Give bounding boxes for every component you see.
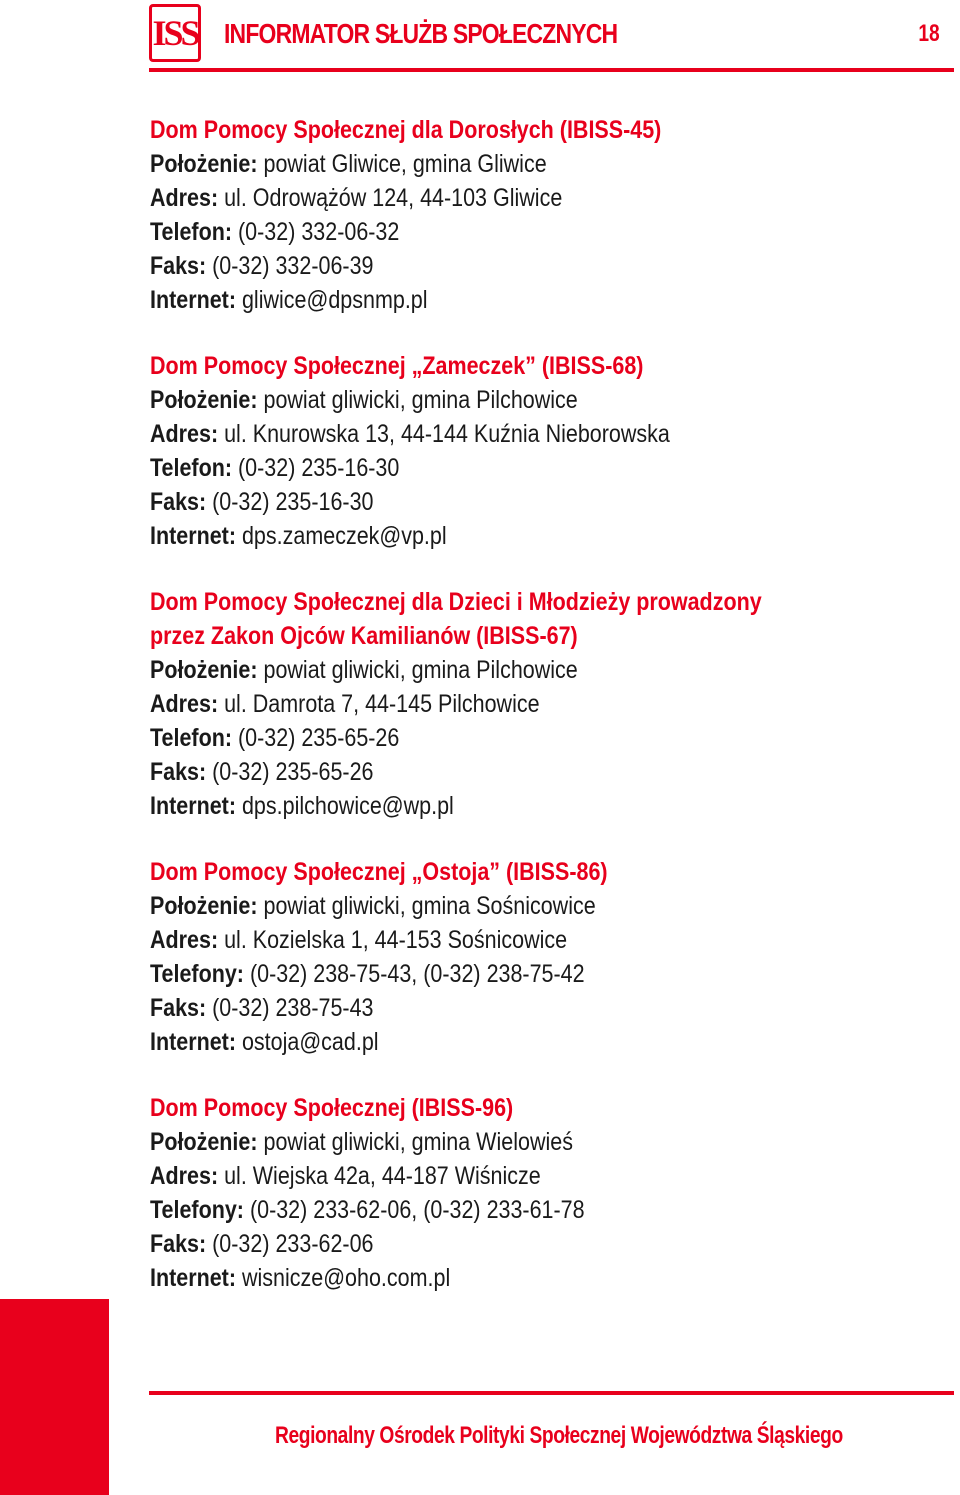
entry-fax: Faks: (0-32) 332-06-39 xyxy=(150,252,374,280)
entry-title: Dom Pomocy Społecznej „Zameczek” (IBISS-68) xyxy=(150,352,644,380)
entry-address: Adres: ul. Damrota 7, 44-145 Pilchowice xyxy=(150,690,540,718)
entry-internet: Internet: gliwice@dpsnmp.pl xyxy=(150,286,428,314)
page-number: 18 xyxy=(918,20,940,47)
entry-fax: Faks: (0-32) 235-65-26 xyxy=(150,758,374,786)
directory-listing xyxy=(150,113,930,1327)
entry-location: Położenie: powiat gliwicki, gmina Wielowieś xyxy=(150,1128,573,1156)
entry-phones: Telefony: (0-32) 233-62-06, (0-32) 233-61-78 xyxy=(150,1196,585,1224)
publication-title: INFORMATOR SŁUŻB SPOŁECZNYCH xyxy=(224,18,618,49)
entry-phone: Telefon: (0-32) 235-16-30 xyxy=(150,454,400,482)
entry-address: Adres: ul. Odrowążów 124, 44-103 Gliwice xyxy=(150,184,563,212)
email-link[interactable]: dps.pilchowice@wp.pl xyxy=(241,792,454,820)
entry-title: Dom Pomocy Społecznej (IBISS-96) xyxy=(150,1094,514,1122)
iss-logo: ISS xyxy=(149,4,201,62)
email-link[interactable]: wisnicze@oho.com.pl xyxy=(241,1264,451,1292)
entry-title-continued: przez Zakon Ojców Kamilianów (IBISS-67) xyxy=(150,622,578,650)
directory-entry xyxy=(150,1091,930,1295)
entry-phone: Telefon: (0-32) 235-65-26 xyxy=(150,724,400,752)
entry-internet: Internet: wisnicze@oho.com.pl xyxy=(150,1264,451,1292)
entry-title: Dom Pomocy Społecznej „Ostoja” (IBISS-86) xyxy=(150,858,608,886)
entry-phones: Telefony: (0-32) 238-75-43, (0-32) 238-75-42 xyxy=(150,960,585,988)
entry-location: Położenie: powiat gliwicki, gmina Pilchowice xyxy=(150,656,578,684)
entry-fax: Faks: (0-32) 233-62-06 xyxy=(150,1230,374,1258)
footer-divider xyxy=(149,1391,954,1395)
entry-title: Dom Pomocy Społecznej dla Dzieci i Młodzieży prowadzony xyxy=(150,588,762,616)
directory-entry xyxy=(150,585,930,823)
entry-address: Adres: ul. Knurowska 13, 44-144 Kuźnia Nieborowska xyxy=(150,420,670,448)
entry-address: Adres: ul. Wiejska 42a, 44-187 Wiśnicze xyxy=(150,1162,541,1190)
entry-location: Położenie: powiat Gliwice, gmina Gliwice xyxy=(150,150,547,178)
directory-entry xyxy=(150,113,930,317)
directory-entry xyxy=(150,855,930,1059)
entry-phone: Telefon: (0-32) 332-06-32 xyxy=(150,218,400,246)
entry-location: Położenie: powiat gliwicki, gmina Sośnicowice xyxy=(150,892,596,920)
entry-fax: Faks: (0-32) 235-16-30 xyxy=(150,488,374,516)
email-link[interactable]: gliwice@dpsnmp.pl xyxy=(241,286,428,314)
entry-internet: Internet: ostoja@cad.pl xyxy=(150,1028,379,1056)
directory-entry xyxy=(150,349,930,553)
email-link[interactable]: ostoja@cad.pl xyxy=(241,1028,379,1056)
email-link[interactable]: dps.zameczek@vp.pl xyxy=(241,522,447,550)
entry-title: Dom Pomocy Społecznej dla Dorosłych (IBISS-45) xyxy=(150,116,662,144)
entry-internet: Internet: dps.pilchowice@wp.pl xyxy=(150,792,454,820)
entry-address: Adres: ul. Kozielska 1, 44-153 Sośnicowice xyxy=(150,926,568,954)
header-divider xyxy=(149,68,954,72)
entry-location: Położenie: powiat gliwicki, gmina Pilchowice xyxy=(150,386,578,414)
footer-organization: Regionalny Ośrodek Polityki Społecznej Województwa Śląskiego xyxy=(275,1422,843,1449)
entry-fax: Faks: (0-32) 238-75-43 xyxy=(150,994,374,1022)
decorative-red-block xyxy=(0,1299,109,1495)
entry-internet: Internet: dps.zameczek@vp.pl xyxy=(150,522,447,550)
